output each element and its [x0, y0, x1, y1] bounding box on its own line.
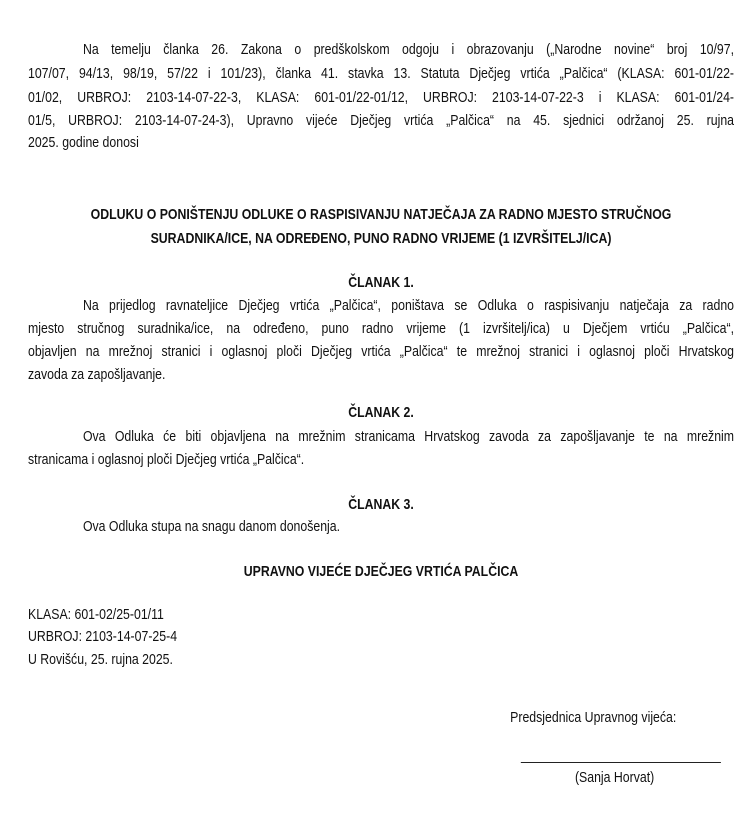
article-line: zavoda za zapošljavanje.: [28, 366, 166, 383]
article-heading: ČLANAK 2.: [348, 404, 414, 421]
place-date: U Rovišću, 25. rujna 2025.: [28, 651, 173, 668]
signature-name: (Sanja Horvat): [574, 769, 655, 786]
decision-title: ODLUKU O PONIŠTENJU ODLUKE O RASPISIVANJU NATJEČAJA ZA RADNO MJESTO STRUČNOG: [90, 206, 672, 223]
preamble-line: 2025. godine donosi: [28, 134, 139, 151]
signature-title: Predsjednica Upravnog vijeća:: [510, 709, 677, 726]
decision-title: SURADNIKA/ICE, NA ODREĐENO, PUNO RADNO VRIJEME (1 IZVRŠITELJ/ICA): [150, 230, 612, 247]
article-heading: ČLANAK 3.: [348, 496, 414, 513]
klasa: KLASA: 601-02/25-01/11: [28, 606, 164, 623]
preamble-line: 01/02, URBROJ: 2103-14-07-22-3, KLASA: 601-01/22-01/12, URBROJ: 2103-14-07-22-3 i KLASA: 601-01/24-: [28, 89, 735, 106]
signature-line: [521, 762, 721, 763]
article-heading: ČLANAK 1.: [348, 274, 414, 291]
issuer: UPRAVNO VIJEĆE DJEČJEG VRTIĆA PALČICA: [243, 563, 519, 580]
document-page: [28, 0, 734, 840]
article-line: objavljen na mrežnoj stranici i oglasnoj ploči Dječjeg vrtića „Palčica“ te mrežnoj stranici i oglasnoj ploči Hrvatskog: [28, 343, 735, 360]
article-line: Ova Odluka stupa na snagu danom donošenja.: [82, 518, 341, 535]
article-line: stranicama i oglasnoj ploči Dječjeg vrtića „Palčica“.: [28, 451, 305, 468]
article-line: Ova Odluka će biti objavljena na mrežnim stranicama Hrvatskog zavoda za zapošljavanje te na mrežnim: [82, 428, 735, 445]
article-line: mjesto stručnog suradnika/ice, na određeno, puno radno vrijeme (1 izvršitelj/ica) u Dječjem vrtiću „Palčica“,: [28, 320, 735, 337]
urbroj: URBROJ: 2103-14-07-25-4: [28, 628, 178, 645]
article-line: Na prijedlog ravnateljice Dječjeg vrtića „Palčica“, poništava se Odluka o raspisivanju natječaja za radno: [82, 297, 735, 314]
preamble-line: Na temelju članka 26. Zakona o predškolskom odgoju i obrazovanju („Narodne novine“ broj 10/97,: [82, 41, 735, 58]
preamble-line: 107/07, 94/13, 98/19, 57/22 i 101/23), članka 41. stavka 13. Statuta Dječjeg vrtića „Palčica“ (KLASA: 601-01/22-: [28, 65, 735, 82]
preamble-line: 01/5, URBROJ: 2103-14-07-24-3), Upravno vijeće Dječjeg vrtića „Palčica“ na 45. sjednici održanoj 25. rujna: [28, 112, 735, 129]
